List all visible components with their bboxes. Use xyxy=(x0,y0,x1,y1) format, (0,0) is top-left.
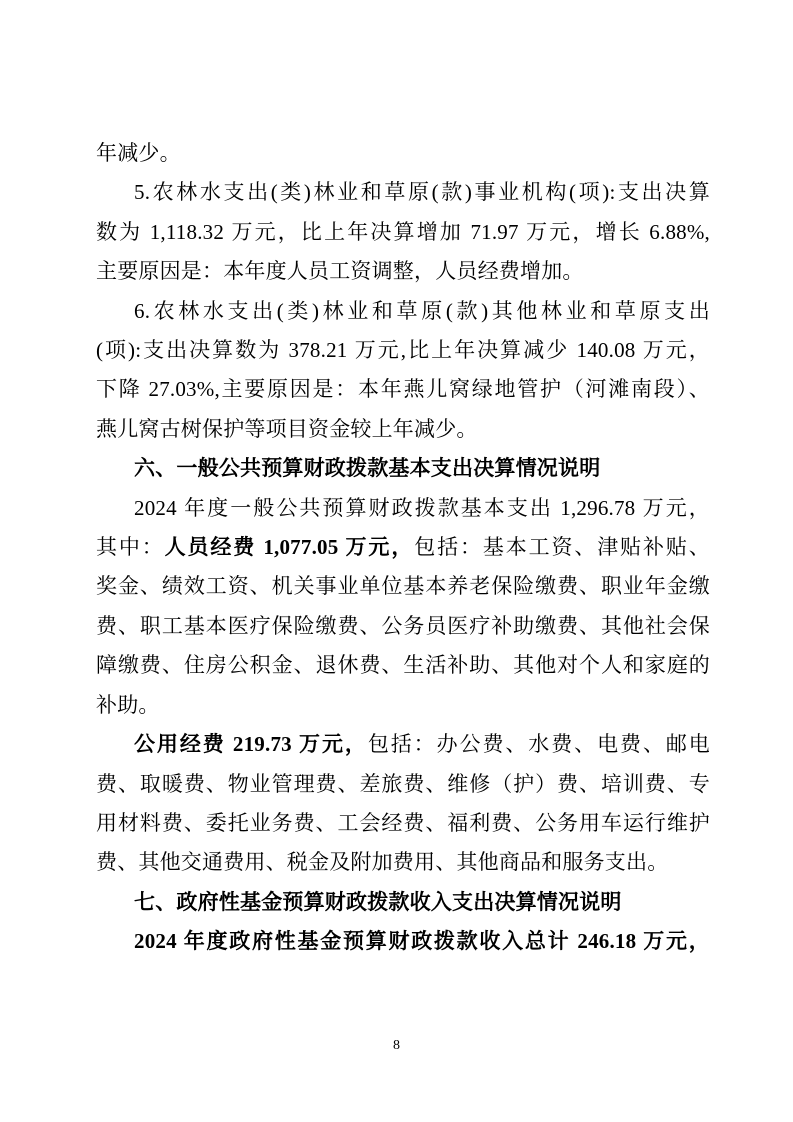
text-run: 燕儿窝古树保护等项目资金较上年减少。 xyxy=(96,416,478,441)
text-line xyxy=(96,134,710,173)
text-run: 5.农林水支出(类)林业和草原(款)事业机构(项):支出决算 xyxy=(134,180,710,205)
page-number: 8 xyxy=(393,1038,400,1053)
text-line xyxy=(96,567,710,606)
text-line xyxy=(96,607,710,646)
page-footer xyxy=(0,1038,793,1054)
text-line xyxy=(96,765,710,804)
text-run: 七、政府性基金预算财政拨款收入支出决算情况说明 xyxy=(134,890,622,914)
text-run: 下降 27.03%,主要原因是：本年燕儿窝绿地管护（河滩南段）、 xyxy=(96,377,710,402)
text-line xyxy=(96,410,710,449)
text-line xyxy=(96,725,710,764)
text-run: 补助。 xyxy=(96,692,160,717)
text-run: 其中： xyxy=(96,535,165,560)
text-line xyxy=(96,252,710,291)
text-run: 主要原因是：本年度人员工资调整，人员经费增加。 xyxy=(96,259,584,284)
text-line xyxy=(96,804,710,843)
text-run: 年减少。 xyxy=(96,141,181,165)
text-run: 数为 1,118.32 万元，比上年决算增加 71.97 万元，增长 6.88%, xyxy=(96,219,710,244)
text-line xyxy=(96,646,710,685)
text-line xyxy=(96,922,710,961)
text-line xyxy=(96,370,710,409)
text-run: 包括：基本工资、津贴补贴、 xyxy=(414,535,710,560)
text-run: 包括：办公费、水费、电费、邮电 xyxy=(367,732,711,757)
text-run: 奖金、绩效工资、机关事业单位基本养老保险缴费、职业年金缴 xyxy=(96,574,710,599)
text-run: 2024 年度一般公共预算财政拨款基本支出 1,296.78 万元， xyxy=(134,495,710,520)
text-line xyxy=(96,686,710,725)
text-run: 六、一般公共预算财政拨款基本支出决算情况说明 xyxy=(134,457,601,481)
text-run: 2024 年度政府性基金预算财政拨款收入总计 246.18 万元， xyxy=(134,929,710,954)
text-line xyxy=(96,331,710,370)
text-run: 费、取暖费、物业管理费、差旅费、维修（护）费、培训费、专 xyxy=(96,771,710,796)
text-run: 费、职工基本医疗保险缴费、公务员医疗补助缴费、其他社会保 xyxy=(96,613,710,638)
text-line xyxy=(96,528,710,567)
section-heading xyxy=(96,883,710,922)
text-line xyxy=(96,173,710,212)
text-line xyxy=(96,292,710,331)
section-heading xyxy=(96,449,710,488)
text-run: (项):支出决算数为 378.21 万元,比上年决算减少 140.08 万元， xyxy=(96,338,710,363)
text-line xyxy=(96,213,710,252)
text-run: 费、其他交通费用、税金及附加费用、其他商品和服务支出。 xyxy=(96,850,669,875)
text-run: 人员经费 1,077.05 万元， xyxy=(164,535,415,560)
text-line xyxy=(96,843,710,882)
text-line xyxy=(96,489,710,528)
text-run: 公用经费 219.73 万元， xyxy=(134,732,368,757)
text-run: 障缴费、住房公积金、退休费、生活补助、其他对个人和家庭的 xyxy=(96,653,710,678)
text-run: 6.农林水支出(类)林业和草原(款)其他林业和草原支出 xyxy=(134,298,710,323)
text-run: 用材料费、委托业务费、工会经费、福利费、公务用车运行维护 xyxy=(96,810,710,835)
document-body xyxy=(96,134,710,962)
